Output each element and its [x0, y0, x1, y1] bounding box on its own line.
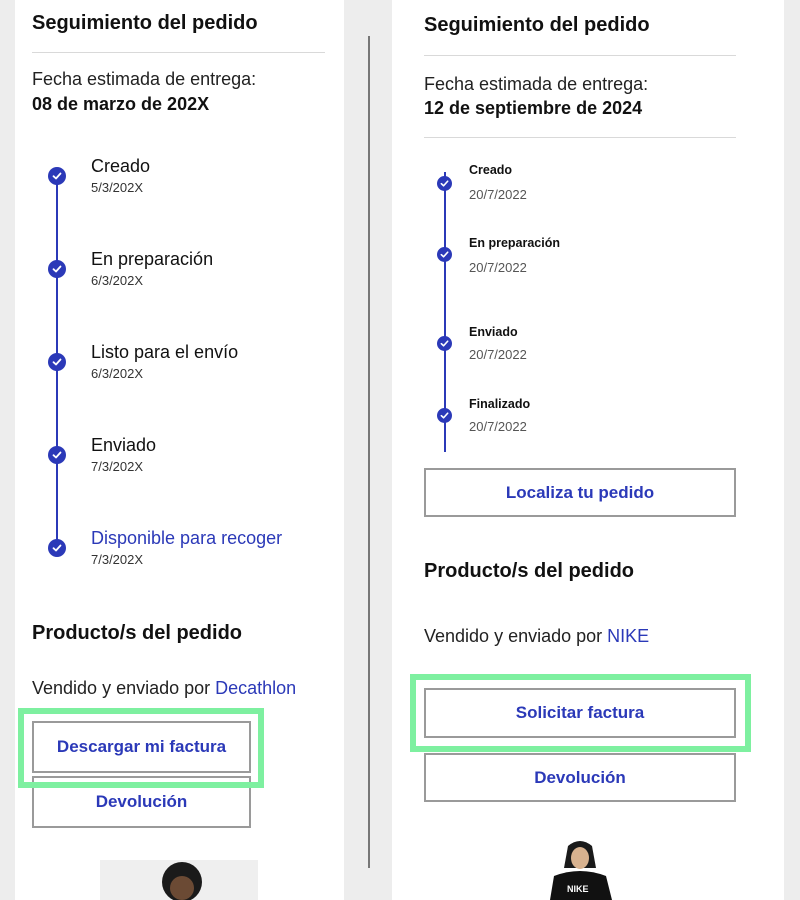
products-title: Producto/s del pedido — [32, 622, 243, 644]
delivery-date: 08 de marzo de 202X — [32, 94, 210, 114]
column-divider — [368, 36, 370, 868]
step-label: Finalizado — [469, 397, 531, 411]
seller-link[interactable]: NIKE — [607, 626, 650, 646]
seller-prefix: Vendido y enviado por — [424, 626, 608, 646]
step-label: Enviado — [91, 435, 157, 455]
page-title: Seguimiento del pedido — [424, 14, 650, 36]
seller-info — [32, 678, 296, 699]
shirt-logo: NIKE — [567, 884, 589, 894]
divider — [32, 52, 325, 53]
seller-info — [424, 626, 649, 647]
divider — [424, 55, 736, 56]
seller-prefix: Vendido y enviado por — [32, 678, 216, 698]
return-button[interactable]: Devolución — [32, 776, 251, 828]
step-label: Enviado — [469, 325, 518, 339]
step-label: Creado — [469, 163, 513, 177]
locate-order-button[interactable]: Localiza tu pedido — [424, 468, 736, 517]
check-circle-icon — [437, 336, 452, 351]
return-button[interactable]: Devolución — [424, 753, 736, 802]
step-date: 20/7/2022 — [469, 187, 527, 202]
delivery-label: Fecha estimada de entrega: — [32, 69, 257, 89]
step-label: Creado — [91, 156, 151, 176]
divider — [424, 137, 736, 138]
seller-link[interactable]: Decathlon — [215, 678, 297, 698]
invoice-highlight-left — [18, 708, 264, 788]
step-label: Listo para el envío — [91, 342, 239, 362]
step-date: 6/3/202X — [91, 273, 144, 288]
order-tracking-panel-right — [392, 0, 784, 900]
check-circle-icon — [48, 446, 66, 464]
check-circle-icon — [48, 353, 66, 371]
step-label-current: Disponible para recoger — [91, 528, 283, 548]
product-image[interactable] — [100, 860, 258, 900]
delivery-date: 12 de septiembre de 2024 — [424, 98, 643, 118]
product-image[interactable] — [540, 838, 630, 900]
invoice-highlight-right — [410, 674, 751, 752]
step-date: 6/3/202X — [91, 366, 144, 381]
step-label: En preparación — [91, 249, 214, 269]
step-date: 5/3/202X — [91, 180, 144, 195]
download-invoice-button[interactable]: Descargar mi factura — [32, 721, 251, 773]
step-date: 7/3/202X — [91, 459, 144, 474]
check-circle-icon — [437, 176, 452, 191]
check-circle-icon — [48, 260, 66, 278]
step-label: En preparación — [469, 236, 560, 250]
products-title: Producto/s del pedido — [424, 560, 635, 582]
step-date: 20/7/2022 — [469, 419, 527, 434]
request-invoice-button[interactable]: Solicitar factura — [424, 688, 736, 738]
step-date: 20/7/2022 — [469, 347, 527, 362]
step-date: 20/7/2022 — [469, 260, 527, 275]
page-title: Seguimiento del pedido — [32, 12, 258, 34]
check-circle-icon — [437, 247, 452, 262]
check-circle-icon — [48, 539, 66, 557]
step-date: 7/3/202X — [91, 552, 144, 567]
delivery-label: Fecha estimada de entrega: — [424, 74, 649, 94]
check-circle-icon — [437, 408, 452, 423]
check-circle-icon — [48, 167, 66, 185]
